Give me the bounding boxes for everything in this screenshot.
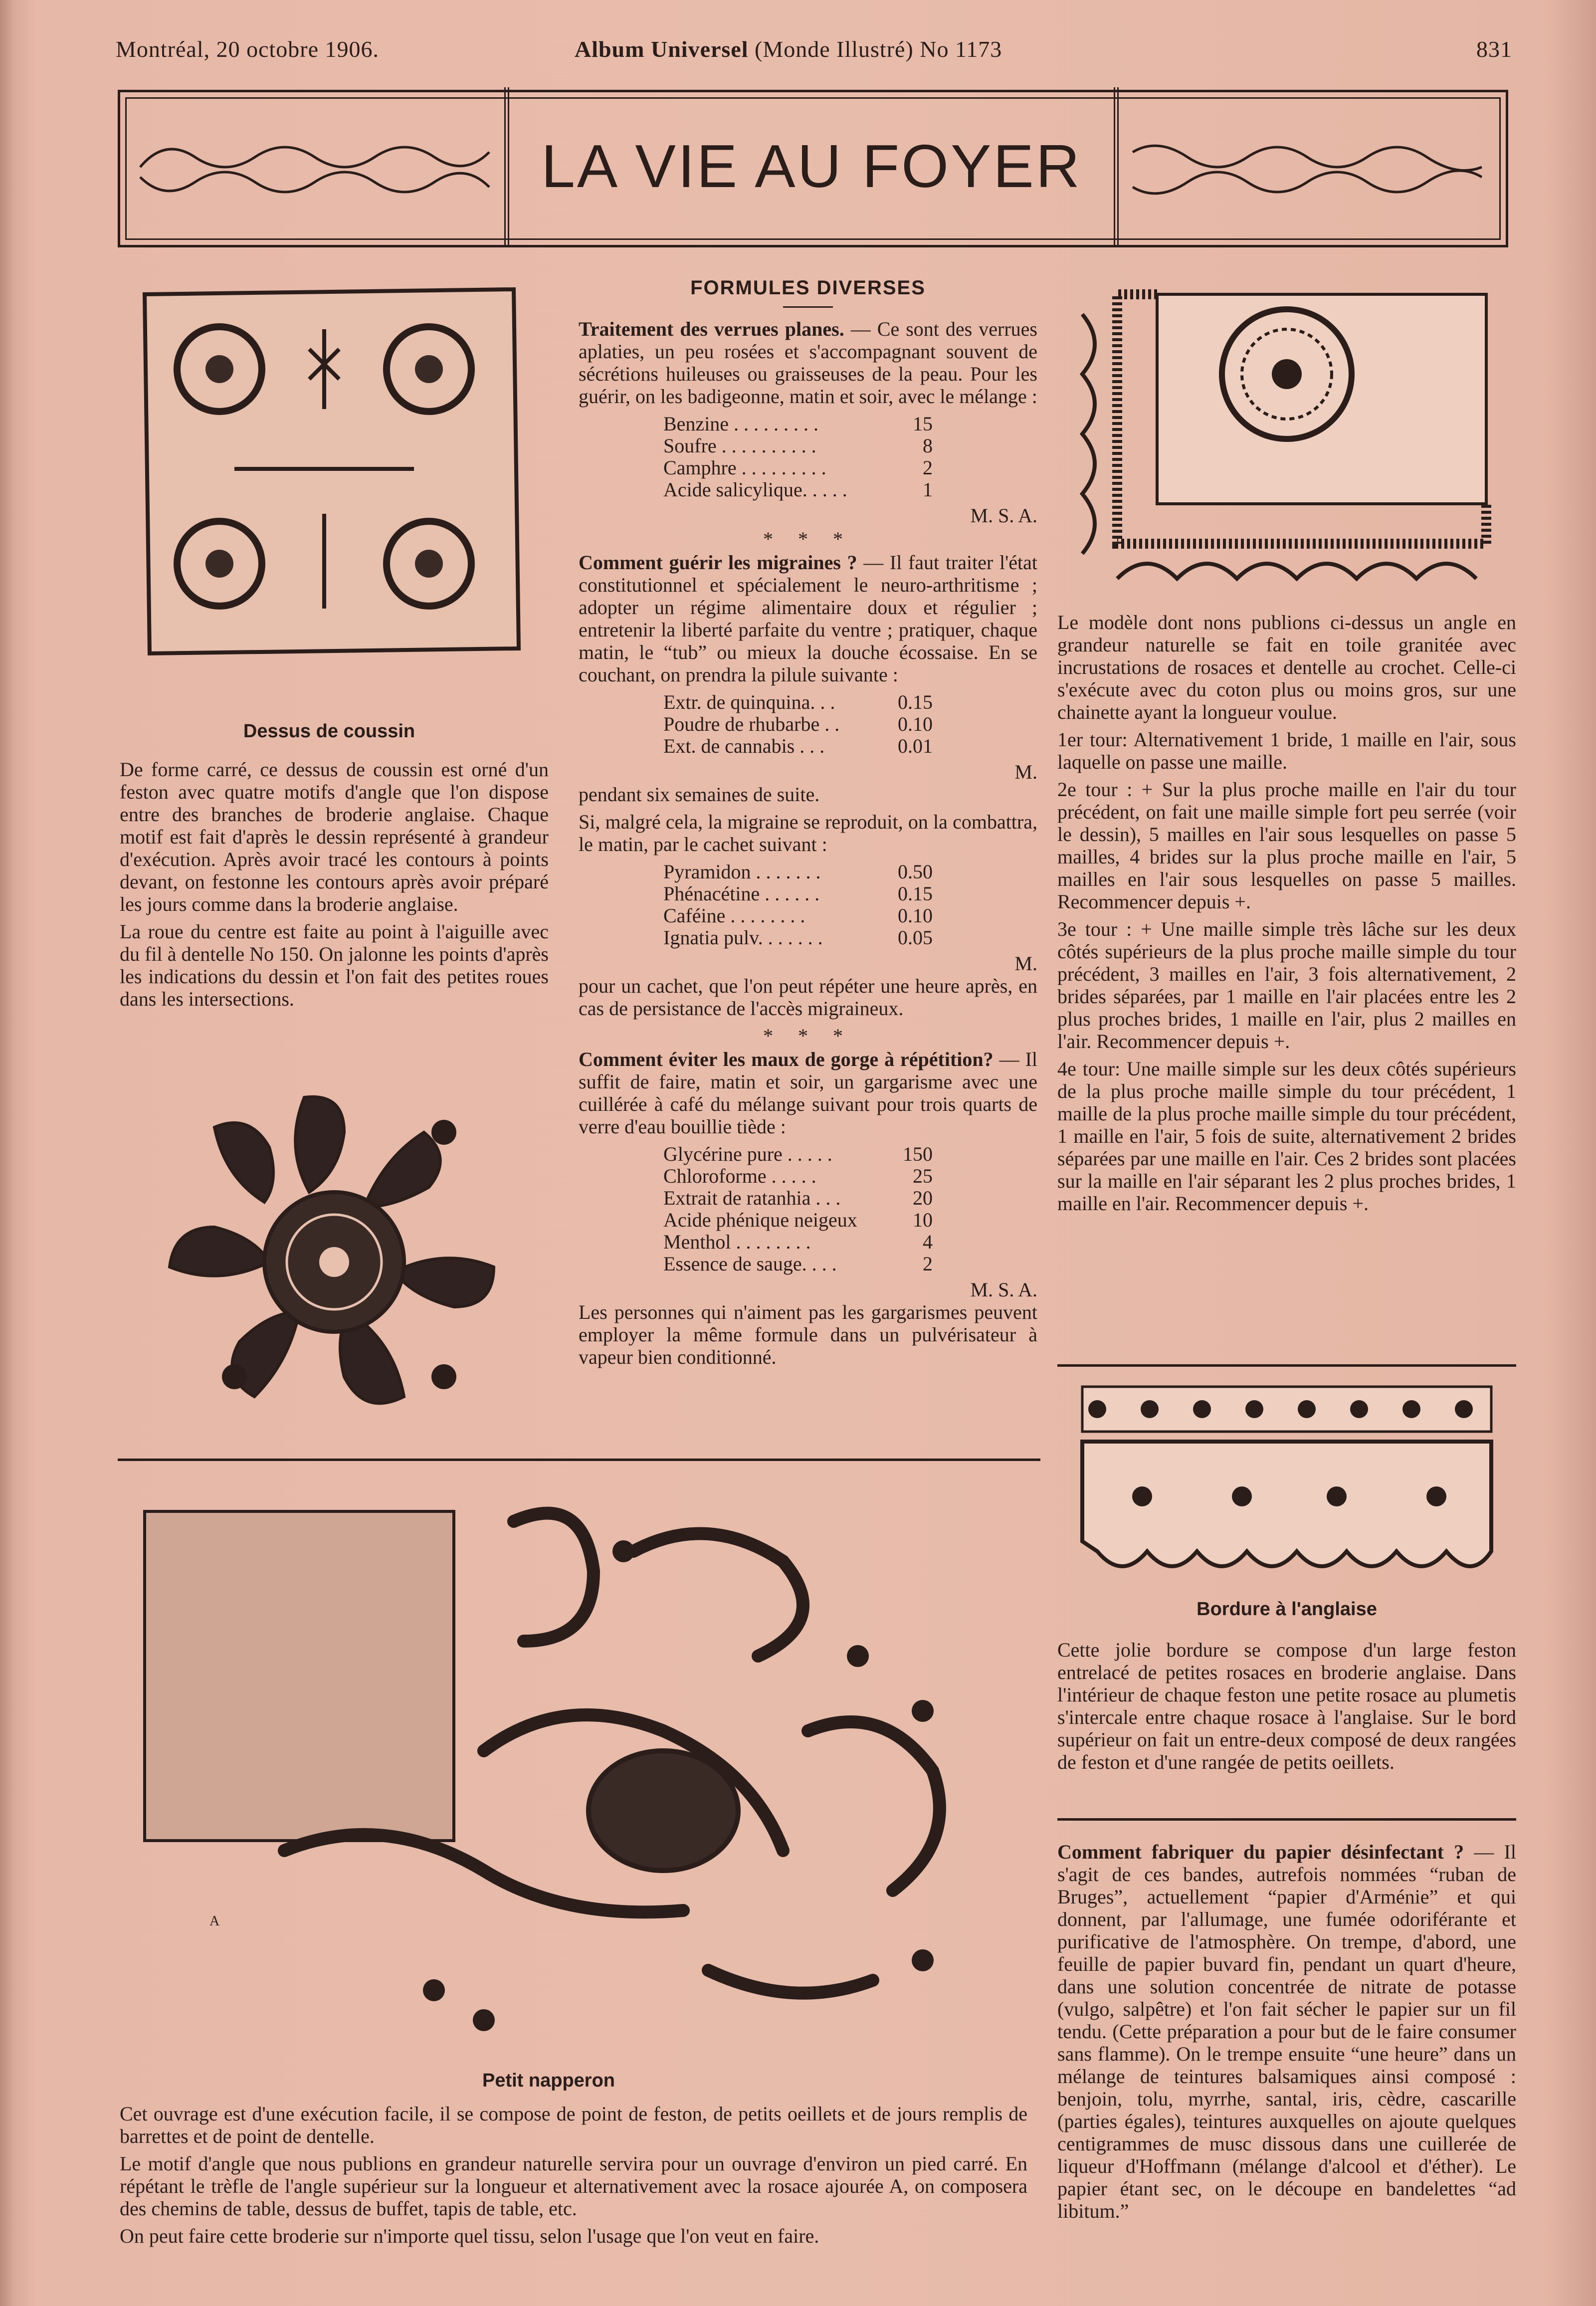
migraines-lead: Comment guérir les migraines ? xyxy=(579,551,857,574)
recipe-row: Camphre . . . . . . . . . 2 xyxy=(663,456,933,479)
signature-3: M. xyxy=(1014,952,1037,975)
bordure-paragraph: Cette jolie bordure se compose d'un large feston entrelacé de petites rosaces en broderie anglaise. Dans l'intérieur de chaque feston une petite rosace au plumetis s'intercale entre chaque rosace à l'anglaise. Sur le bord supérieur on fait un entre-deux composé de deux rangées de feston et d'une rangée de petits oeillets. xyxy=(1057,1639,1516,1773)
recipe-row: Extr. de quinquina. . . 0.15 xyxy=(663,691,933,713)
cushion-caption: Dessus de coussin xyxy=(243,721,415,742)
formules-heading-rule xyxy=(783,306,833,308)
publication-sub: (Monde Illustré) No 1173 xyxy=(755,36,1002,62)
page-number: 831 xyxy=(1476,36,1512,62)
horizontal-divider-right-2 xyxy=(1057,1818,1516,1821)
napperon-paragraph-2: Le motif d'angle que nous publions en grandeur naturelle servira pour un ouvrage d'environ un pied carré. En répétant le trèfle de l'angle supérieur sur la longueur et alternativement avec la rosace ajourée A, on composera des chemins de table, dessus de buffet, tapis de table, etc. xyxy=(120,2152,1027,2220)
recipe-row: Chloroforme . . . . . 25 xyxy=(663,1165,933,1187)
horizontal-divider-right xyxy=(1057,1364,1516,1367)
recipe-row: Essence de sauge. . . . 2 xyxy=(663,1253,933,1275)
banner-title: LA VIE AU FOYER xyxy=(541,132,1082,200)
papier-body: — Il s'agit de ces bandes, autrefois nommées “ruban de Bruges”, actuellement “papier d'Arménie” et qui donnent, par l'allumage, une fumée odoriférante et purificative de l'atmosphère. On trempe, d'abord, une feuille de papier buvard fin, pendant un quart d'heure, dans une solution concentrée de nitrate de potasse (vulgo, salpêtre) et l'on fait sécher le papier sur un fil tendu. (Cette préparation a pour but de le faire consumer sans flamme). On le trempe ensuite “une heure” dans un mélange de teintures balsamiques ainsi composé : benjoin, tolu, myrrhe, santal, iris, cèdre, cascarille (parties égales), teintures auxquelles on ajoute quelques centigrammes de musc dissous dans une cuillerée de liqueur d'Hoffmann (mélange d'alcool et d'éther). Le papier étant sec, on le découpe en bandelettes “ad libitum.” xyxy=(1057,1841,1516,2222)
header-place-date: Montréal, 20 octobre 1906. xyxy=(116,36,380,62)
napperon-caption: Petit napperon xyxy=(482,2070,615,2091)
recipe-row: Glycérine pure . . . . . 150 xyxy=(663,1143,933,1165)
paisley-rosette-illustration xyxy=(125,1077,544,1437)
crochet-round-2: 2e tour : + Sur la plus proche maille en l'air du tour précédent, on fait une maille simple fort peu serrée (voir le dessin), 5 mailles en l'air sous lesquelles on passe 5 mailles, 4 brides sur la plus proche maille en l'air, 5 mailles en l'air sous lesquelles on passe 5 mailles. Recommencer depuis +. xyxy=(1057,778,1516,913)
figure-letter-a: A xyxy=(209,1913,220,1929)
verrues-paragraph xyxy=(579,318,1037,408)
papier-text xyxy=(1057,1841,1516,2227)
signature-4: M. S. A. xyxy=(970,1278,1037,1301)
recipe-cachet xyxy=(663,860,933,948)
crochet-paragraph-1: Le modèle dont nons publions ci-dessus un angle en grandeur naturelle se fait en toile granitée avec incrustations de rosaces et dentelle au crochet. Celle-ci s'exécute avec du coton plus ou moins gros, sur une chainette ayant la longueur voulue. xyxy=(1057,611,1516,723)
cushion-paragraph-2: La roue du centre est faite au point à l'aiguille avec du fil à dentelle No 150. On jalonne les points d'après les indications du dessin et l'on fait des petites roues dans les intersections. xyxy=(120,920,549,1010)
cushion-embroidery-illustration xyxy=(135,279,524,658)
horizontal-divider-left xyxy=(118,1459,1040,1461)
crochet-round-1: 1er tour: Alternativement 1 bride, 1 maille en l'air, sous laquelle on passe une maille. xyxy=(1057,728,1516,773)
recipe-verrues xyxy=(663,413,933,500)
recipe-row: Pyramidon . . . . . . . 0.50 xyxy=(663,860,933,883)
recipe-row: Poudre de rhubarbe . . 0.10 xyxy=(663,713,933,735)
migraines-duration: pendant six semaines de suite. xyxy=(579,783,820,806)
signature-1: M. S. A. xyxy=(970,504,1037,527)
crochet-round-3: 3e tour : + Une maille simple très lâche sur les deux côtés supérieurs de la plus proche maille simple du tour précédent, 3 mailles en l'air, 3 fois alternativement, 2 brides séparées, par 1 maille en l'air placées entre les 2 plus proches brides, 1 maille en l'air, plus 2 mailles en l'air. Recommencer depuis +. xyxy=(1057,918,1516,1052)
crochet-text xyxy=(1057,611,1516,1220)
verrues-lead: Traitement des verrues planes. xyxy=(579,318,844,340)
gorge-text: — Il suffit de faire, matin et soir, un gargarisme avec une cuillérée à café du mélange suivant pour trois quarts de verre d'eau bouillie tiède : xyxy=(579,1048,1038,1138)
crochet-round-4: 4e tour: Une maille simple sur les deux côtés supérieurs de la plus proche maille simple du tour précédent, 1 maille de la plus proche maille simple du tour précédent, 1 maille en l'air, 5 fois de suite, alternativement 2 brides séparées par une maille en l'air. Ces 2 brides sont placées sur la maille en l'air séparant les 2 plus proches brides, 1 maille en l'air. Recommencer depuis +. xyxy=(1057,1057,1516,1215)
napperon-paragraph-3: On peut faire cette broderie sur n'importe quel tissu, selon l'usage que l'on veut en faire. xyxy=(120,2225,819,2247)
migraines-cachet-intro: Si, malgré cela, la migraine se reproduit, on la combattra, le matin, par le cachet suivant : xyxy=(579,811,1037,855)
recipe-row: Caféine . . . . . . . . 0.10 xyxy=(663,904,933,927)
banner-scroll-right-ornament xyxy=(1128,127,1487,207)
cushion-paragraph-1: De forme carré, ce dessus de coussin est orné d'un feston avec quatre motifs d'angle que l'on dispose entre des branches de broderie anglaise. Chaque motif est fait d'après le dessin représenté à grandeur d'exécution. Après avoir tracé les contours à points devant, on festonne les contours après avoir préparé les jours comme dans la broderie anglaise. xyxy=(120,758,549,915)
migraines-text: — Il faut traiter l'état constitutionnel et spécialement le neuro-arthritisme ; adopter un régime alimentaire doux et régulier ; entretenir la liberté parfaite du ventre ; pratiquer, chaque matin, le “tub” ou mieux la douche écossaise. En se couchant, on prendra la pilule suivante : xyxy=(579,551,1038,686)
recipe-row: Ignatia pulv. . . . . . . 0.05 xyxy=(663,926,933,949)
recipe-gargarisme xyxy=(663,1143,933,1274)
broderie-anglaise-border-illustration xyxy=(1077,1377,1496,1586)
signature-2: M. xyxy=(1014,761,1037,783)
section-banner xyxy=(118,90,1508,247)
recipe-pilule xyxy=(663,691,933,757)
recipe-row: Benzine . . . . . . . . . 15 xyxy=(663,413,933,435)
bordure-text xyxy=(1057,1639,1516,1778)
recipe-row: Menthol . . . . . . . . 4 xyxy=(663,1231,933,1253)
napperon-paragraph-1: Cet ouvrage est d'une exécution facile, il se compose de point de feston, de petits oeillets et de jours remplis de barrettes et de point de dentelle. xyxy=(120,2102,1027,2147)
recipe-row: Extrait de ratanhia . . . 20 xyxy=(663,1187,933,1209)
papier-lead: Comment fabriquer du papier désinfectant ? xyxy=(1057,1841,1464,1863)
migraines-paragraph xyxy=(579,551,1037,686)
recipe-row: Acide phénique neigeux 10 xyxy=(663,1209,933,1231)
migraines-cachet-note: pour un cachet, que l'on peut répéter une heure après, en cas de persistance de l'accès migraineux. xyxy=(579,975,1037,1020)
gorge-pulverisateur: Les personnes qui n'aiment pas les gargarismes peuvent employer la même formule dans un pulvérisateur à vapeur bien conditionné. xyxy=(579,1301,1037,1368)
cushion-text xyxy=(120,758,549,1015)
papier-paragraph xyxy=(1057,1841,1516,2222)
verrues-text: — Ce sont des verrues aplaties, un peu rosées et s'accompagnant souvent de sécrétions huileuses ou graisseuses de la peau. Pour les guérir, on les badigeonne, matin et soir, avec le mélange : xyxy=(579,318,1037,408)
napperon-text xyxy=(120,2102,1027,2252)
section-stars-1: * * * xyxy=(763,528,853,550)
formules-heading: FORMULES DIVERSES xyxy=(690,277,926,299)
recipe-row: Ext. de cannabis . . . 0.01 xyxy=(663,735,933,757)
bordure-caption: Bordure à l'anglaise xyxy=(1197,1599,1377,1620)
napperon-illustration xyxy=(135,1491,993,2060)
banner-scroll-left-ornament xyxy=(135,127,494,207)
formules-column xyxy=(579,277,1037,1373)
banner-title-box xyxy=(504,87,1119,245)
gorge-paragraph xyxy=(579,1048,1037,1138)
crochet-lace-corner-illustration xyxy=(1077,284,1496,584)
recipe-row: Soufre . . . . . . . . . . 8 xyxy=(663,434,933,457)
header-publication xyxy=(575,36,1002,62)
recipe-row: Acide salicylique. . . . . 1 xyxy=(663,478,933,501)
gorge-lead: Comment éviter les maux de gorge à répétition? xyxy=(579,1048,994,1070)
section-stars-2: * * * xyxy=(763,1025,853,1047)
recipe-row: Phénacétine . . . . . . 0.15 xyxy=(663,882,933,905)
publication-name: Album Universel xyxy=(575,36,749,62)
